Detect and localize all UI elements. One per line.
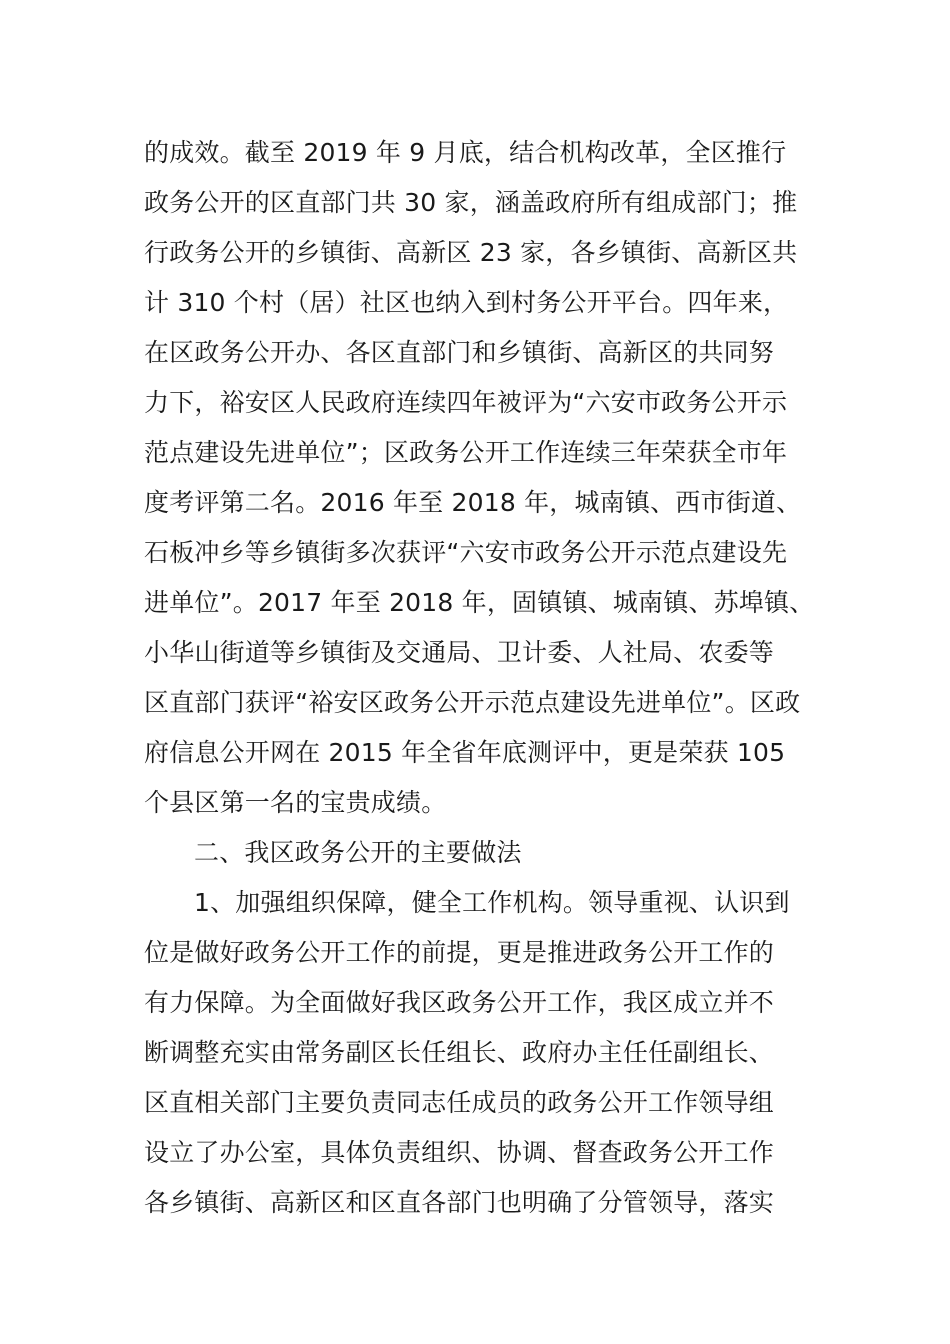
paragraph-start-line: 1、加强组织保障，健全工作机构。领导重视、认识到 <box>194 888 790 917</box>
text-line: 在区政务公开办、各区直部门和乡镇街、高新区的共同努 <box>144 338 775 367</box>
text-line: 计 310 个村（居）社区也纳入到村务公开平台。四年来， <box>144 288 789 317</box>
text-line: 政务公开的区直部门共 30 家，涵盖政府所有组成部门；推 <box>144 188 798 217</box>
text-line: 进单位”。2017 年至 2018 年，固镇镇、城南镇、苏埠镇、 <box>144 588 815 617</box>
text-line: 位是做好政务公开工作的前提，更是推进政务公开工作的 <box>144 938 775 967</box>
text-line: 区直相关部门主要负责同志任成员的政务公开工作领导组 <box>144 1088 775 1117</box>
text-line: 府信息公开网在 2015 年全省年底测评中，更是荣获 105 <box>144 738 786 767</box>
text-line: 设立了办公室，具体负责组织、协调、督查政务公开工作 <box>144 1138 775 1167</box>
text-line: 度考评第二名。2016 年至 2018 年，城南镇、西市街道、 <box>144 488 802 517</box>
text-line: 断调整充实由常务副区长任组长、政府办主任任副组长、 <box>144 1038 775 1067</box>
text-line: 行政务公开的乡镇街、高新区 23 家，各乡镇街、高新区共 <box>144 238 798 267</box>
text-line: 石板冲乡等乡镇街多次获评“六安市政务公开示范点建设先 <box>144 538 788 567</box>
text-line: 各乡镇街、高新区和区直各部门也明确了分管领导，落实 <box>144 1188 775 1217</box>
body-text <box>144 128 824 1228</box>
text-line: 的成效。截至 2019 年 9 月底，结合机构改革，全区推行 <box>144 138 787 167</box>
text-line: 力下，裕安区人民政府连续四年被评为“六安市政务公开示 <box>144 388 788 417</box>
text-line: 个县区第一名的宝贵成绩。 <box>144 788 447 817</box>
text-line: 区直部门获评“裕安区政务公开示范点建设先进单位”。区政 <box>144 688 801 717</box>
text-line: 小华山街道等乡镇街及交通局、卫计委、人社局、农委等 <box>144 638 775 667</box>
text-line: 有力保障。为全面做好我区政务公开工作，我区成立并不 <box>144 988 775 1017</box>
section-heading: 二、我区政务公开的主要做法 <box>194 838 522 867</box>
text-line: 范点建设先进单位”；区政务公开工作连续三年荣获全市年 <box>144 438 788 467</box>
